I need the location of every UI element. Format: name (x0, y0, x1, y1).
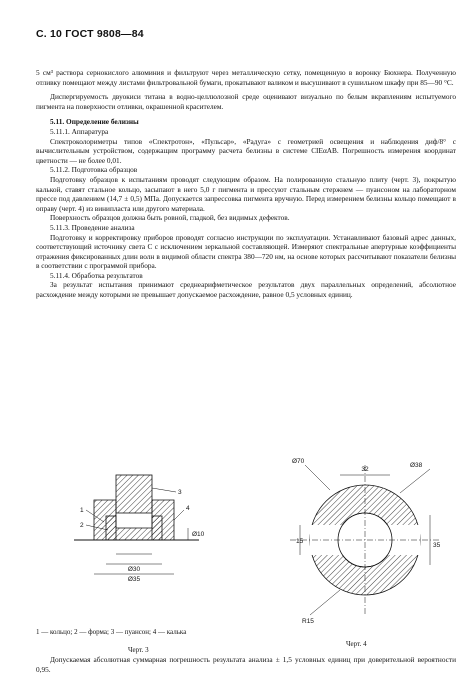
paragraph: Допускаемая абсолютная суммарная погрешность результата анализа ± 1,5 условных единиц при доверительной вероятности 0,95. (36, 655, 456, 674)
subsection-heading: 5.11.3. Проведение анализа (50, 222, 135, 232)
dimension-label: Ø30 (127, 566, 141, 573)
ring-shape (152, 516, 162, 540)
paragraph: Подготовку и корректировку приборов проводят согласно инструкции по эксплуатации. Устанавливают базовый адрес данных, соответствующий источнику света С с исключением зеркальной составляющей. Измеряют спектральные апертурные коэффициенты отражения фиксированных длин волн в видимой области спектра 380—720 нм, на основе которых рассчитывают показатели белизны в соответствии с программой прибора. (36, 232, 456, 271)
paragraph: Поверхность образцов должна быть ровной, гладкой, без видимых дефектов. (50, 213, 290, 223)
subsection-heading: 5.11.2. Подготовка образцов (50, 165, 138, 175)
dimension-label: Ø10 (192, 531, 205, 538)
subsection-heading: 5.11.4. Обработка результатов (50, 270, 143, 280)
figure-4-caption: Черт. 4 (346, 640, 367, 648)
dimension-label: 32 (361, 466, 369, 473)
ring-shape (106, 516, 116, 540)
paragraph: 5 см³ раствора сернокислого алюминия и фильтруют через металлическую сетку, помещенную в воронку Бюхнера. Полученную отливку помещают между листами фильтровальной бумаги, прокатывают валиком и высушивают в сушильном шкафу при 85—90 °С. (36, 68, 456, 87)
paragraph: За результат испытания принимают среднеарифметическое результатов двух параллельных определений, абсолютное расхождение между которыми не превышает допускаемое расхождение, равное 0,5 условных единиц. (36, 280, 456, 300)
text-block-bottom-start (36, 655, 456, 674)
paragraph: Спектроколориметры типов «Спектротон», «Пульсар», «Радуга» с геометрией освещения и наблюдения диф/8° с вычислительным устройством, содержащим программу расчета белизны в системе CIEαAB. Погрешность измерения координат цветности — не более 0,01. (36, 136, 456, 165)
callout-label: 4 (186, 505, 190, 512)
dimension-label: Ø38 (410, 462, 423, 469)
section-heading: 5.11. Определение белизны (50, 117, 139, 127)
page-header: С. 10 ГОСТ 9808—84 (36, 28, 144, 40)
dimension-label: Ø35 (127, 576, 141, 583)
figure-3-legend: 1 — кольцо; 2 — форма; 3 — пуансон; 4 — калька (36, 628, 187, 636)
dimension-label: Ø70 (292, 458, 305, 465)
subsection-heading: 5.11.1. Аппаратура (50, 126, 109, 136)
paragraph: Подготовку образцов к испытаниям проводят следующим образом. На полированную стальную плиту (черт. 3), покрытую калькой, ставят стальное кольцо, засыпают в него 5,0 г пигмента и прессуют стальным стержнем — пуансоном на лабораторном прессе под давлением (14,7 ± 0,5) МПа. Допускается запрессовка пигмента вручную. Перед измерением белизны кольцо помещают в оправу (черт. 4) из винипласта или другого материала. (36, 174, 456, 213)
paragraph: Диспергируемость двуокиси титана в водно-целлюлозной среде оценивают визуально по белым вкраплениям испытуемого пигмента на поверхности отливки, окрашенной красителем. (36, 92, 456, 111)
text-block-top (36, 68, 456, 300)
dimension-label: 35 (433, 542, 441, 549)
figure-4-drawing (280, 455, 470, 645)
callout-label: 3 (178, 489, 182, 496)
dimension-label: 15 (296, 538, 304, 545)
callout-label: 2 (80, 522, 84, 529)
dimension-label: R15 (302, 618, 314, 625)
callout-label: 1 (80, 507, 84, 514)
plunger-shape (116, 475, 152, 513)
figure-3-caption: Черт. 3 (128, 646, 149, 654)
figure-3-drawing (64, 470, 264, 620)
